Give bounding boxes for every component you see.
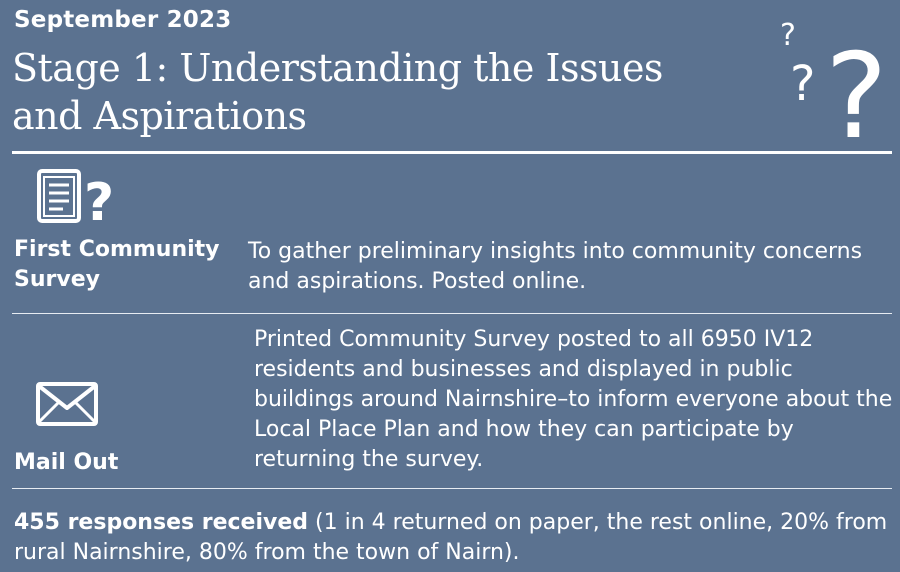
responses-detail: (1 in 4 returned on paper, the rest online, 20% from rural Nairnshire, 80% from the town of Nairn).	[14, 510, 888, 565]
svg-text:?: ?	[780, 18, 796, 53]
section-divider	[12, 313, 892, 314]
svg-text:?: ?	[790, 56, 816, 112]
svg-text:?: ?	[84, 173, 114, 226]
question-marks-icon	[770, 5, 890, 140]
stage-title: Stage 1: Understanding the Issues and Aspirations	[12, 46, 663, 138]
survey-description: To gather preliminary insights into community concerns and aspirations. Posted online.	[248, 239, 863, 294]
date-heading: September 2023	[14, 7, 232, 33]
mail-out-description: Printed Community Survey posted to all 6950 IV12 residents and businesses and displayed in public buildings around Nairnshire–to inform everyone about the Local Place Plan and how they can participate by returning the survey.	[254, 327, 893, 472]
header-divider	[12, 151, 892, 154]
svg-text:?: ?	[825, 27, 888, 140]
survey-document-icon	[36, 168, 114, 226]
mail-out-label: Mail Out	[14, 450, 119, 475]
survey-label: First Community Survey	[14, 237, 220, 292]
responses-highlight: 455 responses received	[14, 510, 309, 535]
envelope-icon	[36, 382, 98, 426]
footer-divider	[12, 488, 892, 489]
responses-summary	[14, 508, 894, 568]
